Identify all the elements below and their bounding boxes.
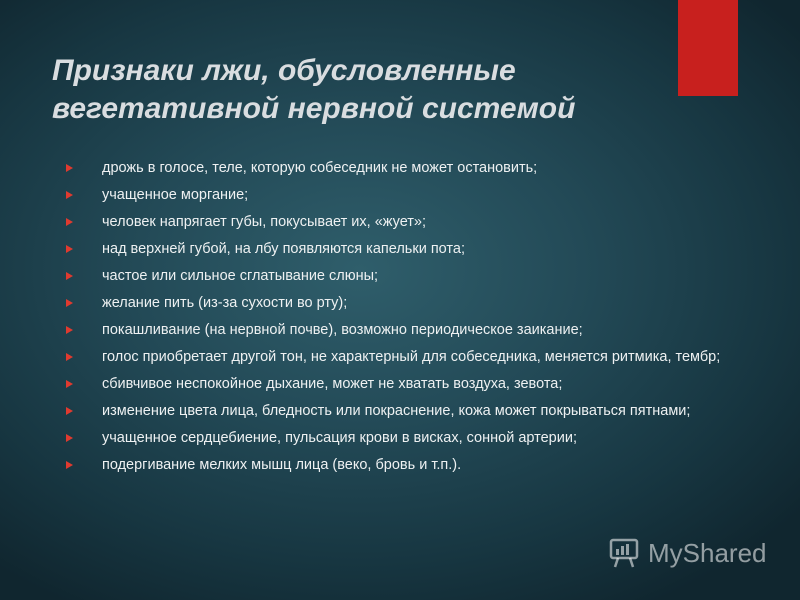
watermark [608,536,767,570]
list-item-text: частое или сильное сглатывание слюны; [102,268,379,284]
list-item-text: голос приобретает другой тон, не характерный для собеседника, меняется ритмика, тембр; [102,349,721,365]
bullet-arrow-icon [66,434,73,442]
bullet-arrow-icon [66,461,73,469]
list-item-text: сбивчивое неспокойное дыхание, может не хватать воздуха, зевота; [102,376,563,392]
myshared-logo-icon [608,536,642,570]
bullet-arrow-icon [66,272,73,280]
bullet-arrow-icon [66,218,73,226]
bullet-arrow-icon [66,407,73,415]
watermark-text: MyShared [648,537,767,568]
list-item [66,322,766,338]
slide-title [52,52,672,128]
list-item [66,241,766,257]
list-item [66,376,766,392]
bullet-arrow-icon [66,245,73,253]
bullet-arrow-icon [66,380,73,388]
bullet-arrow-icon [66,299,73,307]
list-item-text: дрожь в голосе, теле, которую собеседник не может остановить; [102,160,538,176]
bullet-arrow-icon [66,353,73,361]
list-item [66,187,766,203]
list-item-text: подергивание мелких мышц лица (веко, бровь и т.п.). [102,457,462,473]
slide-title-line-1: Признаки лжи, обусловленные [52,54,516,87]
list-item [66,295,766,311]
list-item-text: покашливание (на нервной почве), возможно периодическое заикание; [102,322,583,338]
list-item [66,268,766,284]
list-item-text: учащенное сердцебиение, пульсация крови в висках, сонной артерии; [102,430,577,446]
list-item-text: желание пить (из-за сухости во рту); [102,295,348,311]
list-item-text: над верхней губой, на лбу появляются капельки пота; [102,241,466,257]
list-item [66,457,766,473]
list-item [66,430,766,446]
accent-bar [678,0,738,96]
list-item-text: изменение цвета лица, бледность или покраснение, кожа может покрываться пятнами; [102,403,691,419]
bullet-arrow-icon [66,326,73,334]
list-item [66,160,766,176]
list-item [66,403,766,419]
list-item-text: учащенное моргание; [102,187,249,203]
bullet-arrow-icon [66,191,73,199]
list-item [66,349,766,365]
bullet-list [66,160,766,484]
list-item-text: человек напрягает губы, покусывает их, «жует»; [102,214,427,230]
slide-title-line-2: вегетативной нервной системой [52,92,576,125]
bullet-arrow-icon [66,164,73,172]
list-item [66,214,766,230]
